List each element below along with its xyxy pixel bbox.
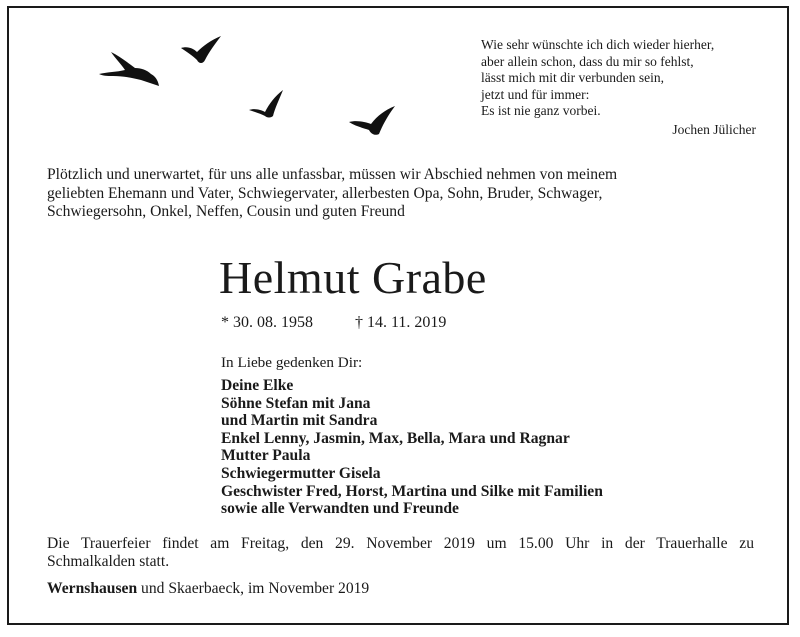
mourner-line: Enkel Lenny, Jasmin, Max, Bella, Mara und Ragnar — [221, 429, 570, 447]
death-date: † 14. 11. 2019 — [355, 314, 447, 331]
intro-text — [47, 166, 747, 222]
life-dates — [221, 313, 447, 333]
mourner-line: Mutter Paula — [221, 447, 311, 465]
intro-line: Plötzlich und unerwartet, für uns alle unfassbar, müssen wir Abschied nehmen von meinem — [47, 166, 618, 183]
mourner-line: und Martin mit Sandra — [221, 412, 378, 430]
bird-icon — [349, 106, 395, 135]
bird-icon — [99, 52, 159, 86]
mourner-line: sowie alle Verwandten und Freunde — [221, 500, 459, 518]
funeral-info — [47, 535, 754, 571]
place-date-rest: und Skaerbaeck, im November 2019 — [137, 580, 370, 597]
mourner-line: Geschwister Fred, Horst, Martina und Silke mit Familien — [221, 482, 603, 500]
bird-icon — [181, 36, 221, 63]
intro-line: geliebten Ehemann und Vater, Schwiegervater, allerbesten Opa, Sohn, Bruder, Schwager, — [47, 184, 603, 202]
deceased-name: Helmut Grabe — [219, 252, 487, 303]
poem-line: aber allein schon, dass du mir so fehlst, — [481, 53, 694, 69]
funeral-line: Schmalkalden statt. — [47, 553, 170, 570]
poem-block — [481, 37, 756, 139]
mourning-intro: In Liebe gedenken Dir: — [221, 354, 363, 371]
bird-icon — [249, 90, 283, 118]
mourner-line: Deine Elke — [221, 377, 294, 394]
birth-date: * 30. 08. 1958 — [221, 314, 313, 331]
poem-line: jetzt und für immer: — [481, 86, 590, 102]
poem-line: Es ist nie ganz vorbei. — [481, 103, 601, 119]
intro-line: Schwiegersohn, Onkel, Neffen, Cousin und guten Freund — [47, 203, 405, 220]
poem-line: lässt mich mit dir verbunden sein, — [481, 70, 664, 86]
mourner-line: Söhne Stefan mit Jana — [221, 394, 371, 412]
place-and-date — [47, 580, 369, 598]
mourner-line: Schwiegermutter Gisela — [221, 464, 381, 482]
place-name: Wernshausen — [47, 580, 138, 597]
flying-birds-icon — [95, 30, 405, 140]
mourners-list — [221, 377, 603, 518]
funeral-line: Die Trauerfeier findet am Freitag, den 29. November 2019 um 15.00 Uhr in der Trauerhalle zu — [47, 535, 754, 552]
poem-author: Jochen Jülicher — [672, 121, 756, 137]
poem-line: Wie sehr wünschte ich dich wieder hierher, — [481, 37, 715, 52]
